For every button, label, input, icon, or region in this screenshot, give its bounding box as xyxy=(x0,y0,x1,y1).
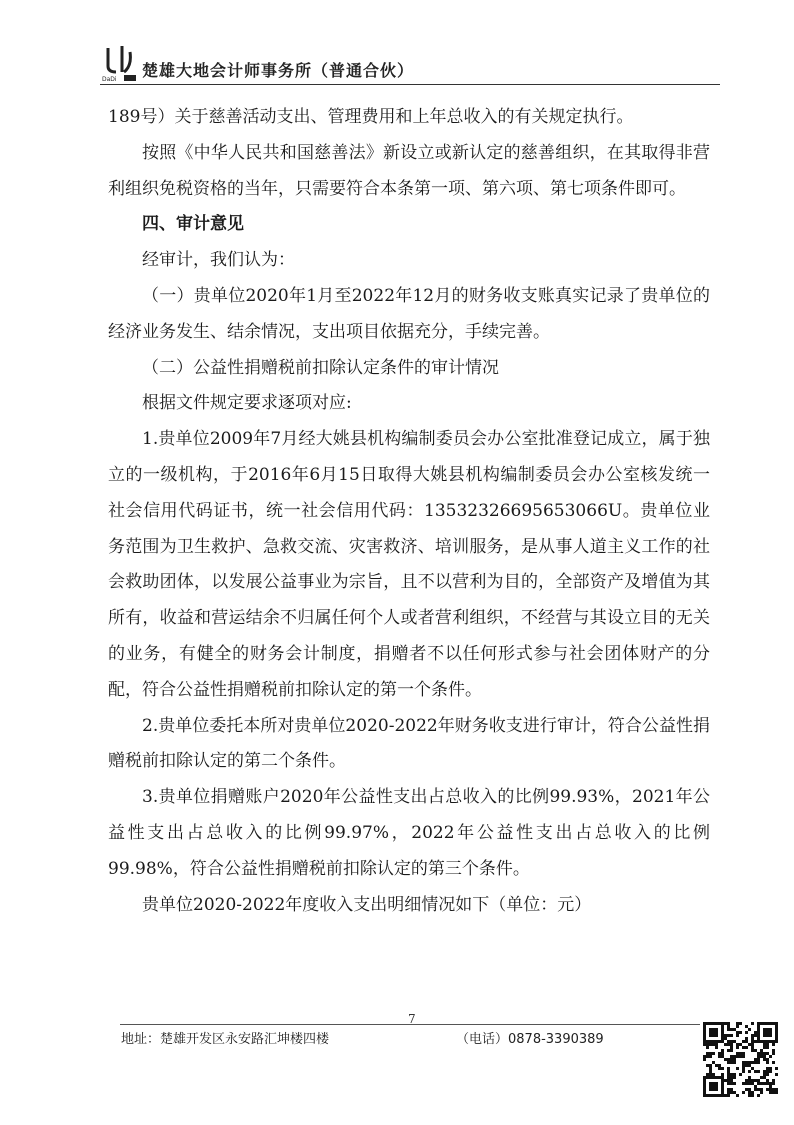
footer-divider xyxy=(120,1024,700,1025)
paragraph: 按照《中华人民共和国慈善法》新设立或新认定的慈善组织，在其取得非营利组织免税资格的当年，只需要符合本条第一项、第六项、第七项条件即可。 xyxy=(108,142,710,199)
section-heading: 四、审计意见 xyxy=(142,214,244,235)
paragraph: 贵单位2020-2022年度收入支出明细情况如下（单位：元） xyxy=(142,894,592,915)
paragraph: 3.贵单位捐赠账户2020年公益性支出占总收入的比例99.93%，2021年公益性支出占总收入的比例99.97%，2022年公益性支出占总收入的比例99.98%，符合公益性捐赠税前扣除认定的第三个条件。 xyxy=(108,787,710,879)
paragraph: （二）公益性捐赠税前扣除认定条件的审计情况 xyxy=(142,357,499,378)
logo-text: DaDi xyxy=(102,76,117,82)
document-body xyxy=(108,100,710,923)
footer-address: 地址：楚雄开发区永安路汇坤楼四楼 xyxy=(121,1032,330,1047)
paragraph: 189号）关于慈善活动支出、管理费用和上年总收入的有关规定执行。 xyxy=(108,107,634,127)
paragraph: 2.贵单位委托本所对贵单位2020-2022年财务收支进行审计，符合公益性捐赠税前扣除认定的第二个条件。 xyxy=(108,715,710,772)
footer-phone: （电话）0878-3390389 xyxy=(456,1032,604,1047)
firm-name: 楚雄大地会计师事务所（普通合伙） xyxy=(142,61,415,80)
firm-logo xyxy=(100,44,140,82)
paragraph: 1.贵单位2009年7月经大姚县机构编制委员会办公室批准登记成立，属于独立的一级机构，于2016年6月15日取得大姚县机构编制委员会办公室核发统一社会信用代码证书，统一社会信用代码：13532326695653066U。贵单位业务范围为卫生救护、急救交流、灾害救济、培训服务，是从事人道主义工作的社会救助团体，以发展公益事业为宗旨，且不以营利为目的，全部资产及增值为其所有，收益和营运结余不归属任何个人或者营利组织，不经营与其设立目的无关的业务，有健全的财务会计制度，捐赠者不以任何形式参与社会团体财产的分配，符合公益性捐赠税前扣除认定的第一个条件。 xyxy=(108,429,710,700)
header-divider xyxy=(100,84,720,85)
page-number: 7 xyxy=(408,1012,416,1026)
letterhead xyxy=(100,44,720,84)
paragraph: （一）贵单位2020年1月至2022年12月的财务收支账真实记录了贵单位的经济业务发生、结余情况，支出项目依据充分，手续完善。 xyxy=(108,285,710,342)
qr-code-icon xyxy=(703,1022,778,1097)
paragraph: 经审计，我们认为： xyxy=(142,250,295,271)
paragraph: 根据文件规定要求逐项对应: xyxy=(142,393,352,414)
